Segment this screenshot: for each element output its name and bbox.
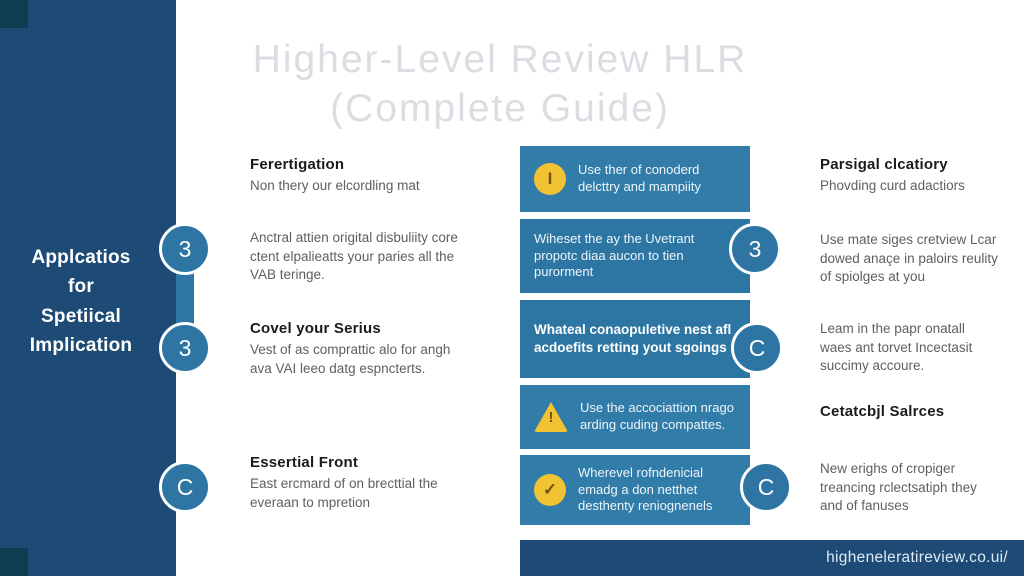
right-block-2 (820, 231, 1000, 287)
left-block-1-body: Non thery our elcordling mat (250, 178, 420, 193)
sidebar-heading-line: Spetiical (41, 305, 121, 327)
left-block-4 (250, 454, 465, 512)
warning-icon: ! (534, 402, 568, 432)
marker-right-2: C (731, 322, 783, 374)
center-box-3-text: Whateal conaopuletive nest afl acdoefits retting yout sgoings (534, 322, 732, 355)
page-title-line2: (Complete Guide) (330, 86, 670, 130)
page-title (180, 36, 820, 134)
sidebar-heading-line: Implication (29, 335, 133, 357)
left-block-2 (250, 229, 465, 285)
center-box-1-text: Use ther of conoderd delcttry and mampiity (578, 162, 701, 194)
center-box-5-text: Wherevel rofndenicial emadg a don netthet desthenty reniognenels (578, 464, 713, 514)
right-block-1 (820, 156, 1000, 196)
left-block-3-body: Vest of as comprattic alo for angh ava VAI leeo datg espncterts. (250, 342, 451, 376)
marker-right-3: C (740, 461, 792, 513)
sidebar-heading (6, 243, 156, 361)
right-block-1-body: Phovding curd adactiors (820, 178, 965, 193)
center-box-2 (520, 219, 750, 293)
left-block-1-heading: Ferertigation (250, 156, 345, 173)
left-block-3-heading: Covel your Serius (250, 320, 381, 337)
check-icon: ✓ (534, 474, 566, 506)
center-box-3 (520, 300, 750, 378)
right-block-4-heading: Cetatcbjl Salrces (820, 403, 945, 420)
right-block-1-heading: Parsigal clcatiory (820, 156, 948, 173)
marker-left-1: 3 (159, 223, 211, 275)
left-block-4-body: East ercmard of on brecttial the everaan to mpretion (250, 476, 438, 510)
left-block-4-heading: Essertial Front (250, 454, 359, 471)
footer-url: higheneleratireview.co.ui/ (826, 549, 1008, 566)
sidebar-heading-line: Applcatios (31, 247, 131, 268)
marker-left-3: C (159, 461, 211, 513)
marker-right-1: 3 (729, 223, 781, 275)
right-block-3-body: Leam in the papr onatall waes ant torvet Incectasit succimy accoure. (820, 321, 973, 374)
center-box-4 (520, 385, 750, 449)
footer-bar (520, 540, 1024, 576)
right-block-5-body: New erighs of cropiger treancing rclectsatiph they and of fanuses (820, 461, 977, 514)
center-box-4-text: Use the accociattion nrago arding cuding compattes. (580, 400, 734, 432)
center-box-1 (520, 146, 750, 212)
center-box-2-text: Wiheset the ay the Uvetrant propotc diaa aucon to tien purorment (534, 230, 695, 280)
page-title-line1: Higher-Level Review HLR (252, 38, 748, 81)
left-block-2-body: Anctral attien origital disbuliity core ctent elpalieatts your paries all the VAB teringe. (250, 230, 458, 283)
left-block-1 (250, 156, 465, 196)
right-block-4 (820, 403, 1000, 424)
corner-accent-bottom (0, 548, 28, 576)
corner-accent-top (0, 0, 28, 28)
right-block-2-body: Use mate siges cretview Lcar dowed anaçe in paloirs reulity of spiolges at you (820, 232, 998, 285)
center-box-5 (520, 455, 750, 525)
exclamation-icon: I (534, 163, 566, 195)
right-block-3 (820, 320, 1000, 376)
sidebar-heading-line: for (68, 276, 94, 298)
right-block-5 (820, 460, 1000, 516)
left-block-3 (250, 320, 465, 378)
marker-left-2: 3 (159, 322, 211, 374)
